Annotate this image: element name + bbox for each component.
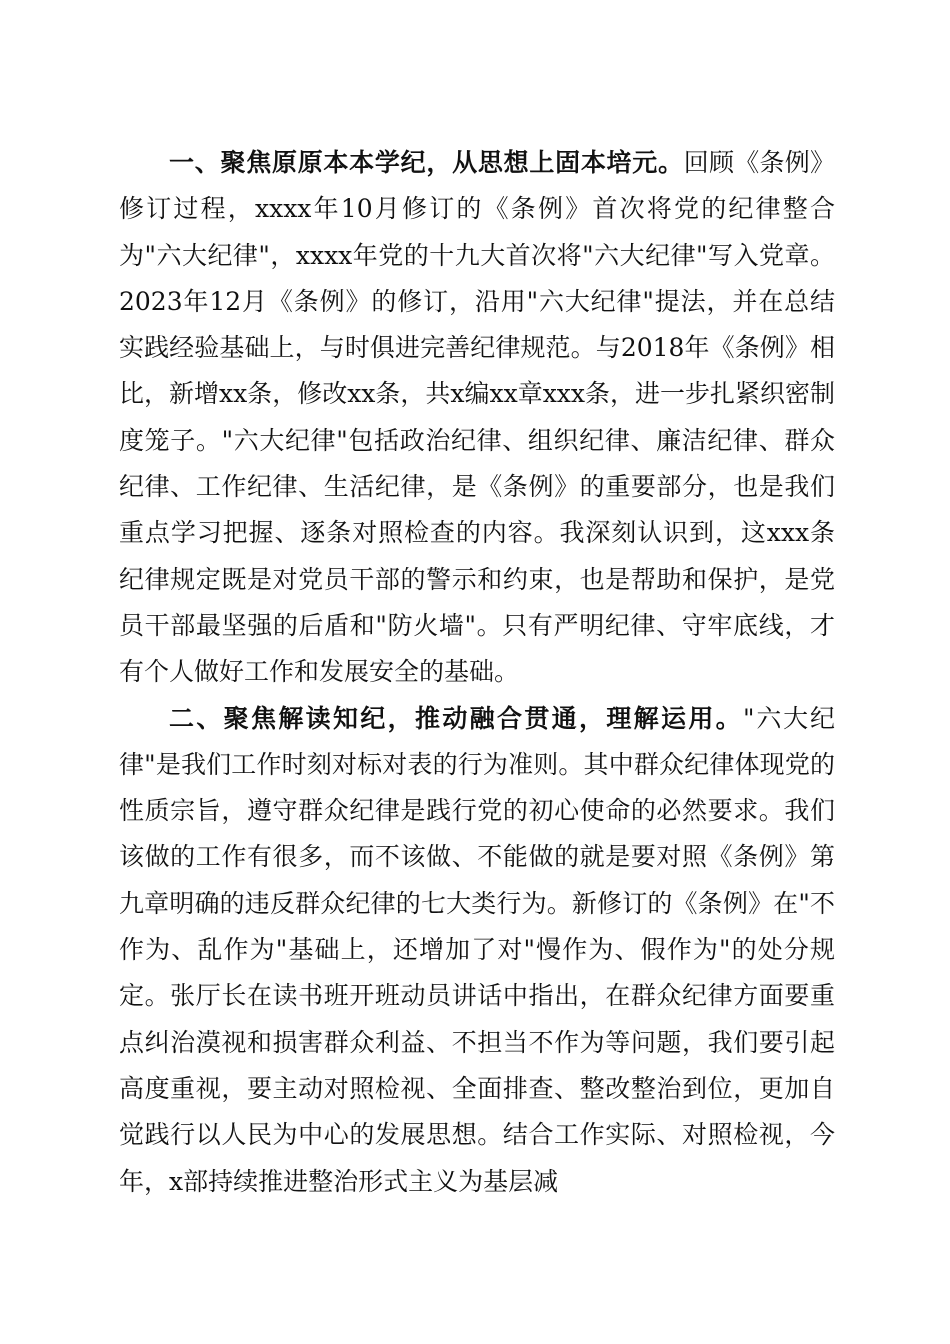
paragraph-2-text: "六大纪律"是我们工作时刻对标对表的行为准则。其中群众纪律体现党的性质宗旨，遵守群众纪律是践行党的初心使命的必然要求。我们该做的工作有很多，而不该做、不能做的就是要对照《条例》第九章明确的违反群众纪律的七大类行为。新修订的《条例》在"不作为、乱作为"基础上，还增加了对"慢作为、假作为"的处分规定。张厅长在读书班开班动员讲话中指出，在群众纪律方面要重点纠治漠视和损害群众利益、不担当不作为等问题，我们要引起高度重视，要主动对照检视、全面排查、整改整治到位，更加自觉践行以人民为中心的发展思想。结合工作实际、对照检视，今年，x部持续推进整治形式主义为基层减 (119, 703, 835, 1196)
paragraph-2 (119, 696, 835, 1205)
document-body (119, 140, 835, 1205)
paragraph-1-heading: 一、聚焦原原本本学纪，从思想上固本培元。 (169, 148, 684, 177)
paragraph-1 (119, 140, 835, 696)
paragraph-1-text: 回顾《条例》修订过程，xxxx年10月修订的《条例》首次将党的纪律整合为"六大纪律"，xxxx年党的十九大首次将"六大纪律"写入党章。2023年12月《条例》的修订，沿用"六大纪律"提法，并在总结实践经验基础上，与时俱进完善纪律规范。与2018年《条例》相比，新增xx条，修改xx条，共x编xx章xxx条，进一步扎紧织密制度笼子。"六大纪律"包括政治纪律、组织纪律、廉洁纪律、群众纪律、工作纪律、生活纪律，是《条例》的重要部分，也是我们重点学习把握、逐条对照检查的内容。我深刻认识到，这xxx条纪律规定既是对党员干部的警示和约束，也是帮助和保护，是党员干部最坚强的后盾和"防火墙"。只有严明纪律、守牢底线，才有个人做好工作和发展安全的基础。 (119, 148, 835, 687)
paragraph-2-heading: 二、聚焦解读知纪，推动融合贯通，理解运用。 (169, 703, 743, 733)
